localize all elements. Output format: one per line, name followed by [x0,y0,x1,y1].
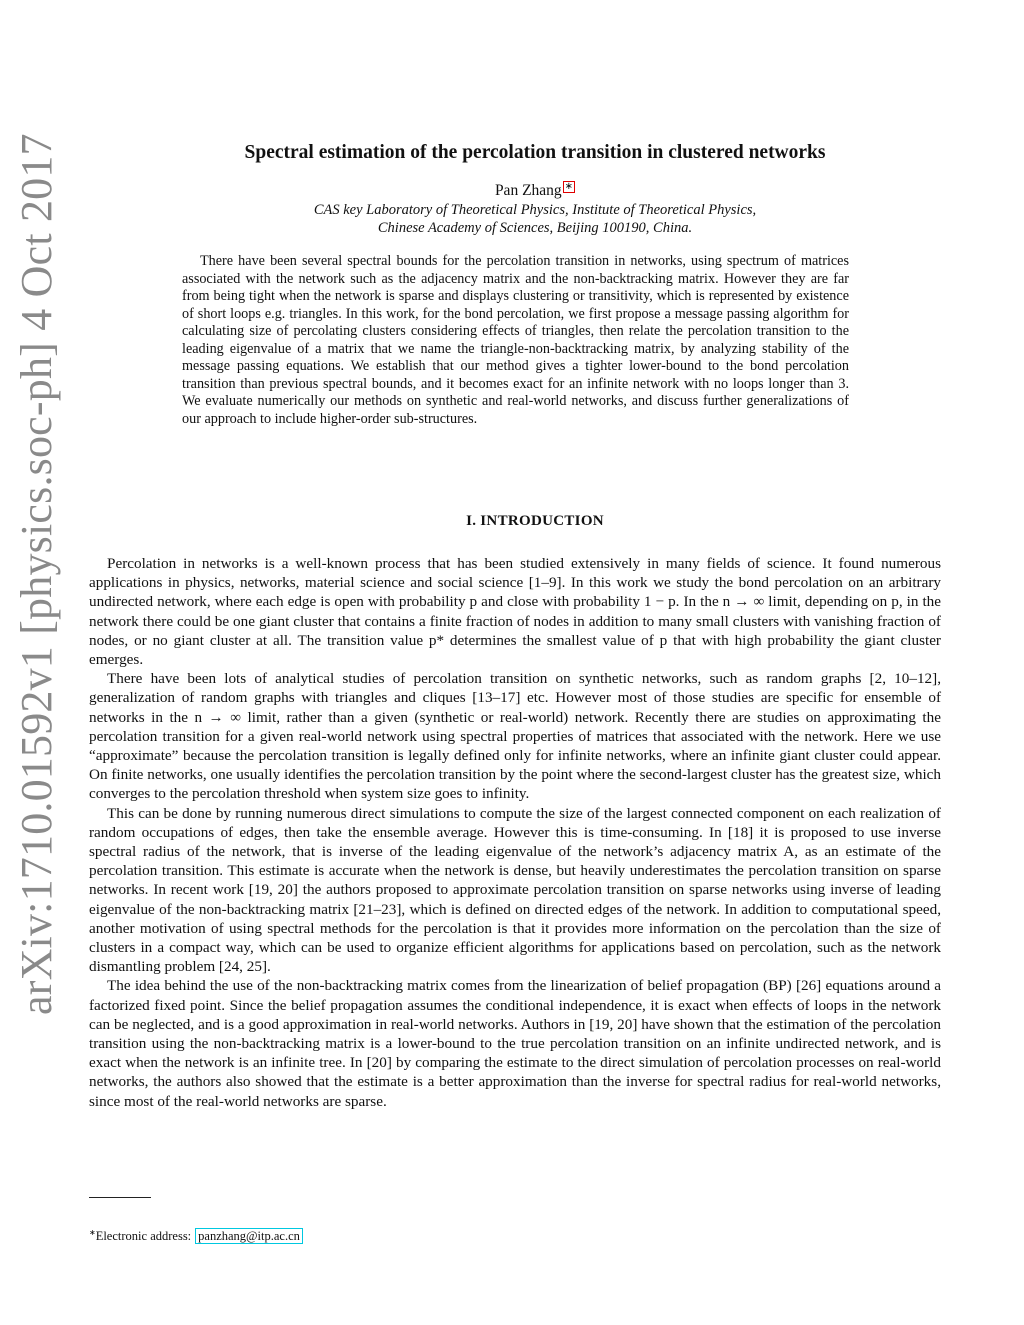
paragraph: Percolation in networks is a well-known process that has been studied extensively in many fields of science. It found numerous applications in physics, networks, material science and social science [1–9]. In this work we study the bond percolation on an arbitrary undirected network, where each edge is open with probability p and close with probability 1 − p. In the n → ∞ limit, depending on p, in the network there could be one giant cluster that contains a finite fraction of nodes in addition to many small clusters with vanishing fraction of nodes, or no giant cluster at all. The transition value p* determines the smallest value of p that with high probability the giant cluster emerges. [89,555,941,669]
affiliation [180,202,890,237]
author-name: Pan Zhang [494,182,562,199]
introduction-body [89,554,941,1111]
affiliation-line-2: Chinese Academy of Sciences, Beijing 100190, China. [377,219,693,236]
author-footnote-link[interactable]: ∗ [564,181,574,192]
paragraph: There have been lots of analytical studies of percolation transition on synthetic networks, such as random graphs [2, 10–12], generalization of random graphs with triangles and cliques [13–17] etc. However most of those studies are specific for ensemble of networks in the n → ∞ limit, rather than a given (synthetic or real-world) network. Recently there are studies on approximating the percolation transition for a given real-world network using spectral properties of matrices that associated with the network. Here we use “approximate” because the percolation transition is legally defined only for infinite networks, where an infinite giant cluster could appear. On finite networks, one usually identifies the percolation transition by the point where the second-largest cluster has the greatest size, which converges to the percolation threshold when system size goes to infinity. [89,670,941,803]
paper-title: Spectral estimation of the percolation transition in clustered networks [244,142,826,163]
arxiv-identifier-stamp: arXiv:1710.01592v1 [physics.soc-ph] 4 Oct 2017 [12,133,61,1015]
email-link[interactable]: panzhang@itp.ac.cn [195,1228,303,1244]
paragraph: The idea behind the use of the non-backtracking matrix comes from the linearization of belief propagation (BP) [26] equations around a factorized fixed point. Since the belief propagation assumes the conditional independence, it is exact when effects of loops in the network can be neglected, and is a good approximation in real-world networks. Authors in [19, 20] have shown that the estimation of the percolation transition using the non-backtracking matrix is a lower-bound to the true percolation transition on an infinite undirected network, and is exact when the network is an infinite tree. In [20] by comparing the estimate to the direct simulation of percolation processes on real-world networks, the authors also showed that the estimate is a better approximation than the inverse for spectral radius for real-world networks, since most of the real-world networks are sparse. [89,977,941,1110]
author-line [200,180,870,202]
footnote-label: Electronic address: [95,1229,192,1243]
footnote-mark: ∗ [89,1228,96,1237]
section-heading-introduction: I. INTRODUCTION [466,513,604,529]
footnote [89,1224,303,1245]
footnote-divider [89,1197,151,1198]
abstract: There have been several spectral bounds for the percolation transition in networks, using spectrum of matrices associated with the network such as the adjacency matrix and the non-backtracking matrix. However they are far from being tight when the network is sparse and displays clustering or transitivity, which is represented by existence of short loops e.g. triangles. In this work, for the bond percolation, we first propose a message passing algorithm for calculating size of percolating clusters considering effects of triangles, then relate the percolation transition to the leading eigenvalue of a matrix that we name the triangle-non-backtracking matrix, by analyzing stability of the message passing equations. We establish that our method gives a tighter lower-bound to the bond percolation transition than previous spectral bounds, and it becomes exact for an infinite network with no loops longer than 3. We evaluate numerically our methods on synthetic and real-world networks, and discuss further generalizations of our approach to include higher-order sub-structures. [182,253,849,427]
affiliation-line-1: CAS key Laboratory of Theoretical Physics, Institute of Theoretical Physics, [313,202,757,218]
paragraph: This can be done by running numerous direct simulations to compute the size of the largest connected component on each realization of random occupations of edges, then take the ensemble average. However this is time-consuming. In [18] it is proposed to use inverse spectral radius of the network, that is inverse of the leading eigenvalue of the network’s adjacency matrix A, as an estimate of the percolation transition. This estimate is accurate when the network is dense, but heavily underestimates the percolation transition on sparse networks. In recent work [19, 20] the authors proposed to approximate percolation transition on sparse networks using inverse of leading eigenvalue of the non-backtracking matrix [21–23], which is defined on directed edges of the network. In addition to computational speed, another motivation of using spectral methods for the percolation is that it provides more information on the percolation than the size of clusters in a compact way, which can be used to organize efficient algorithms for applications based on percolation, such as the network dismantling problem [24, 25]. [89,804,941,976]
